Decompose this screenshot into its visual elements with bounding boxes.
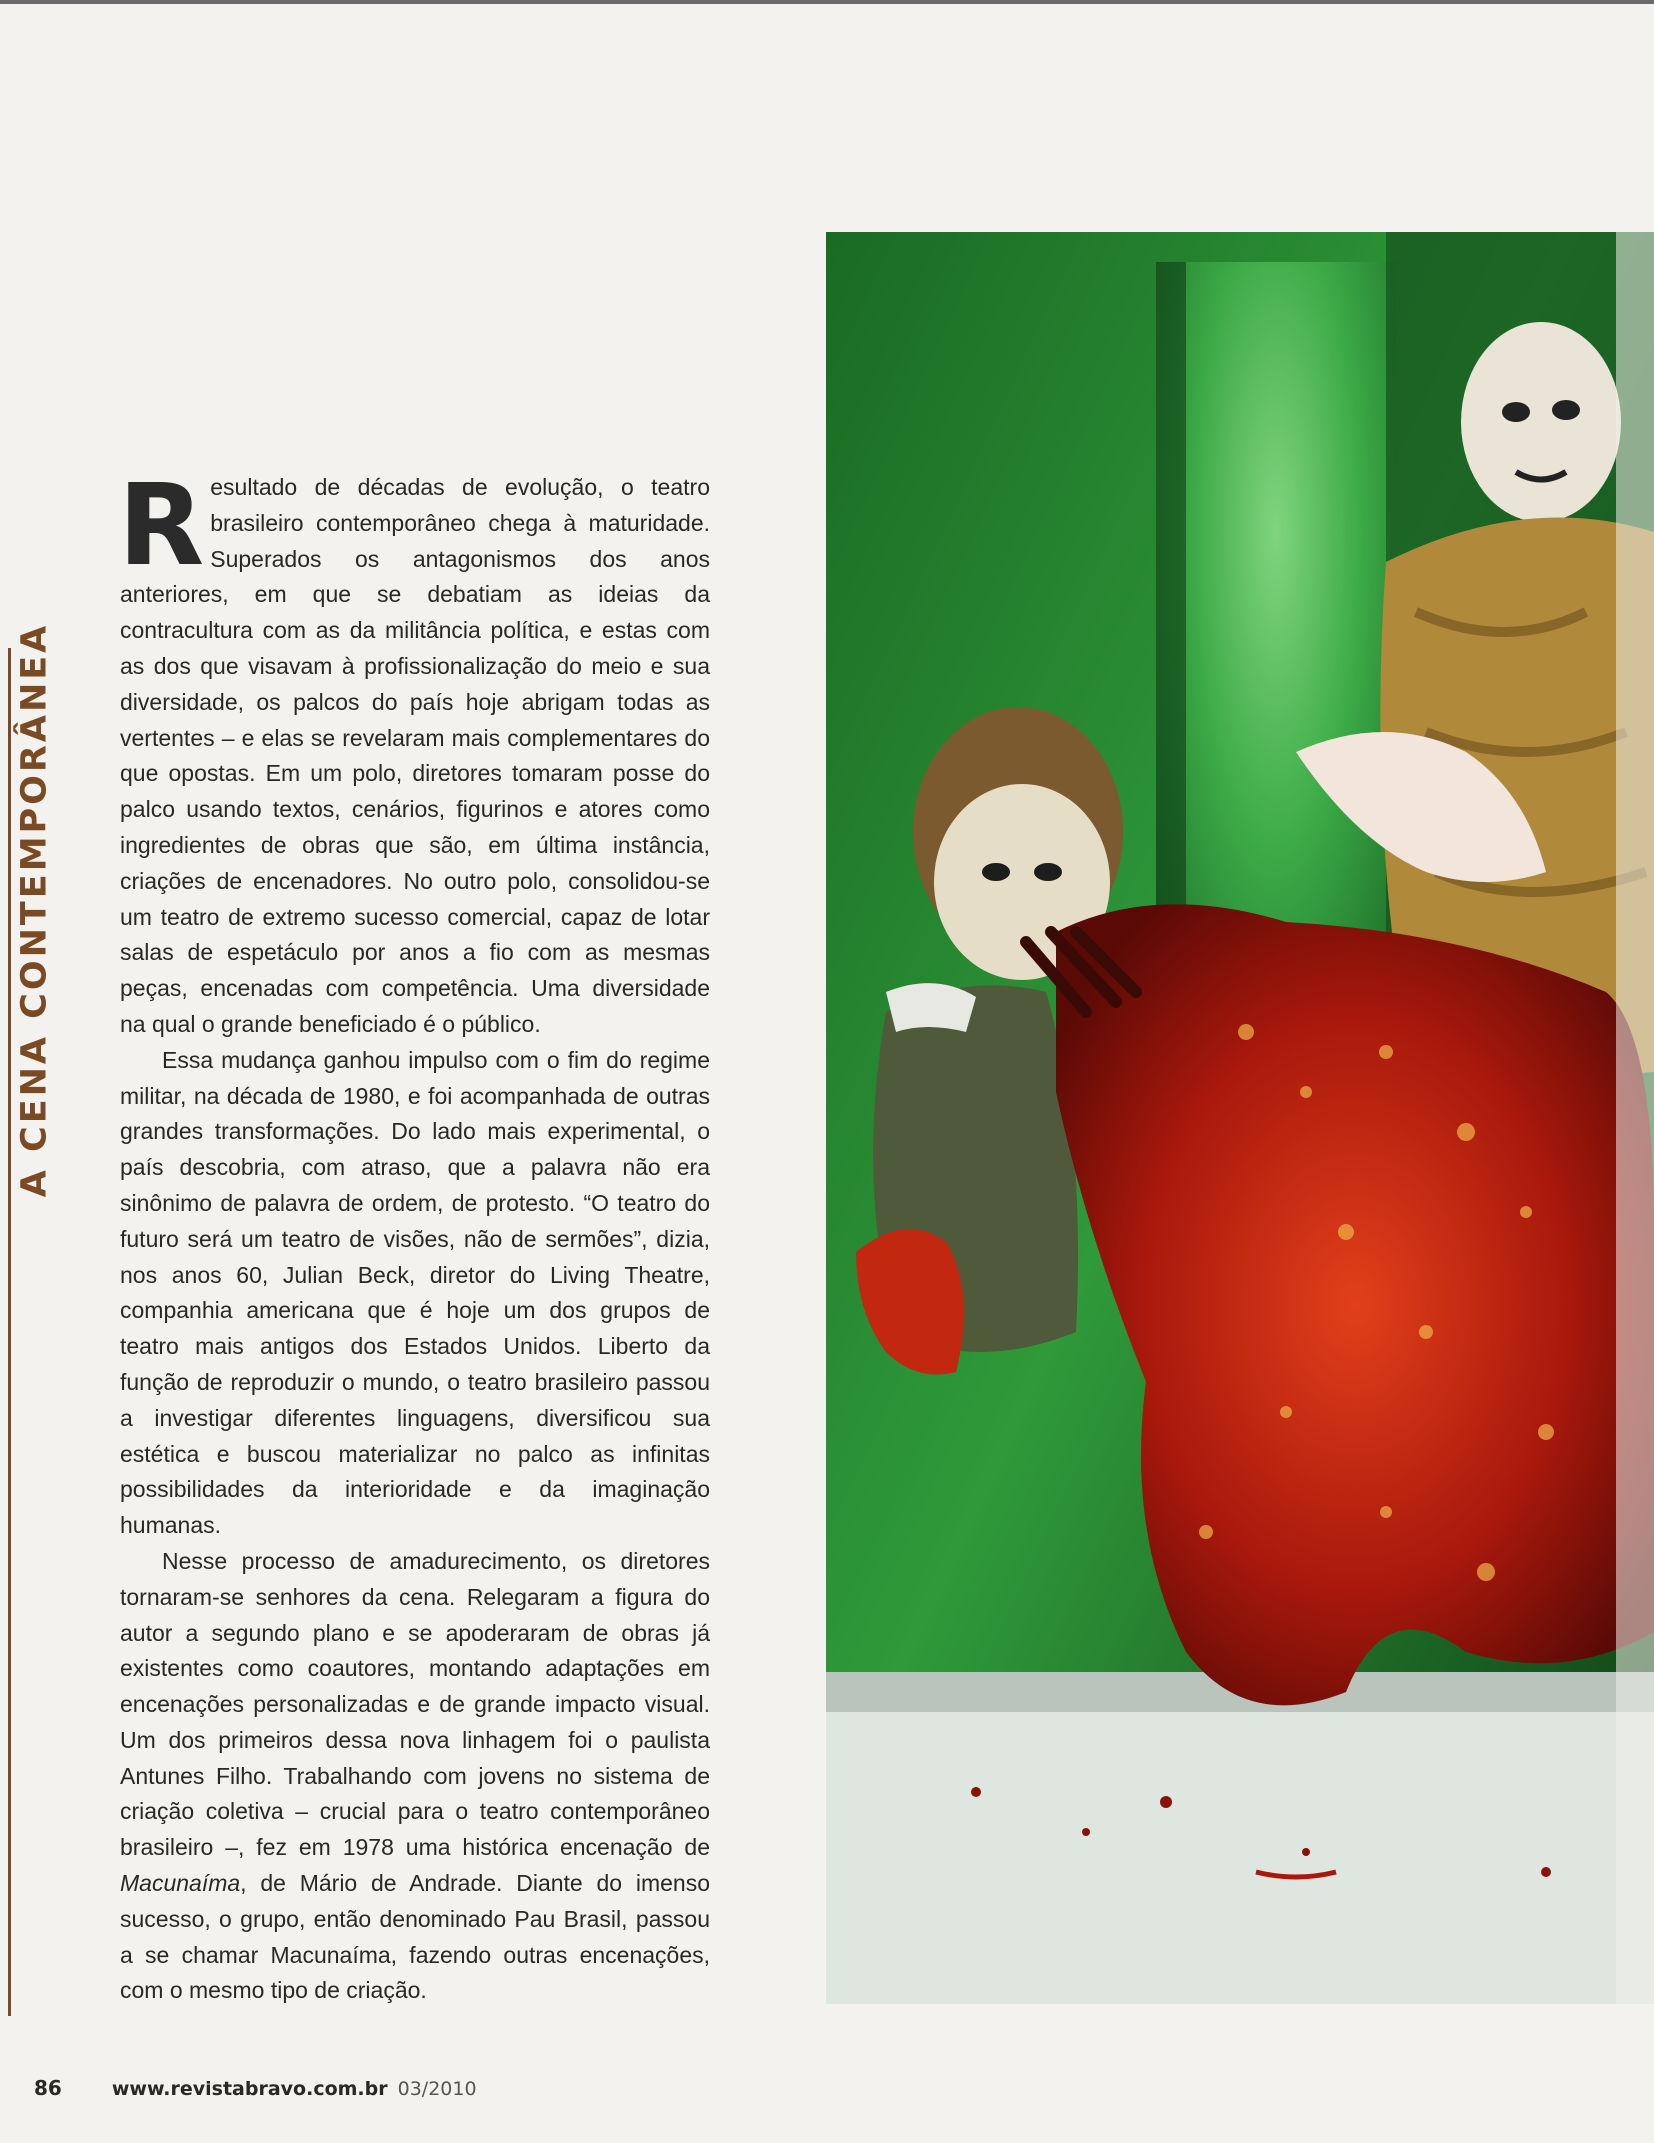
article-paragraph-3 bbox=[120, 1544, 710, 2009]
paragraph-1-text: esultado de décadas de evolução, o teatro brasileiro contemporâneo chega à maturidade. Superados os antagonismos dos anos anteriores, em que se debatiam as ideias da contracultura com as da militância política, e estas com as dos que visavam à profissionalização do meio e sua diversidade, os palcos do país hoje abrigam todas as vertentes – e elas se revelaram mais complementares do que opostas. Em um polo, diretores tomaram posse do palco usando textos, cenários, figurinos e atores como ingredientes de obras que são, em última instância, criações de encenadores. No outro polo, consolidou-se um teatro de extremo sucesso comercial, capaz de lotar salas de espetáculo por anos a fio com as mesmas peças, encenadas com competência. Uma diversidade na qual o grande beneficiado é o público. bbox=[120, 474, 710, 1037]
website-link[interactable]: www.revistabravo.com.br bbox=[111, 2078, 388, 2100]
theatre-photo-illustration bbox=[826, 232, 1654, 2004]
paragraph-3-text-b: , de Mário de Andrade. Diante do imenso sucesso, o grupo, então denominado Pau Brasil, passou a se chamar Macunaíma, fazendo outras encenações, com o mesmo tipo de criação. bbox=[120, 1870, 710, 2004]
article-paragraph-2: Essa mudança ganhou impulso com o fim do regime militar, na década de 1980, e foi acompanhada de outras grandes transformações. Do lado mais experimental, o país descobria, com atraso, que a palavra não era sinônimo de palavra de ordem, de protesto. “O teatro do futuro será um teatro de visões, não de sermões”, dizia, nos anos 60, Julian Beck, diretor do Living Theatre, companhia americana que é hoje um dos grupos de teatro mais antigos dos Estados Unidos. Liberto da função de reproduzir o mundo, o teatro brasileiro passou a investigar diferentes linguagens, diversificou sua estética e buscou materializar no palco as infinitas possibilidades da interioridade e da imaginação humanas. bbox=[120, 1046, 710, 1539]
play-title: Macunaíma bbox=[120, 1870, 241, 1897]
paragraph-3-text-a: Nesse processo de amadurecimento, os diretores tornaram-se senhores da cena. Relegaram a figura do autor a segundo plano e se apoderaram de obras já existentes como coautores, montando adaptações em encenações personalizadas e de grande impacto visual. Um dos primeiros dessa nova linhagem foi o paulista Antunes Filho. Trabalhando com jovens no sistema de criação coletiva – crucial para o teatro contemporâneo brasileiro –, fez em 1978 uma histórica encenação de bbox=[120, 1547, 710, 1861]
article-body bbox=[118, 461, 710, 2009]
drop-cap: R bbox=[118, 461, 205, 591]
section-label-text: A CENA CONTEMPORÂNEA bbox=[14, 622, 55, 1198]
section-rule bbox=[8, 648, 11, 2016]
issue-date: 03/2010 bbox=[397, 2078, 477, 2100]
article-paragraph-1 bbox=[118, 461, 710, 1043]
top-rule bbox=[0, 0, 1654, 4]
page-number: 86 bbox=[34, 2076, 62, 2100]
theatre-photo bbox=[826, 232, 1654, 2004]
page-footer bbox=[34, 2076, 477, 2100]
section-label bbox=[8, 620, 60, 1200]
